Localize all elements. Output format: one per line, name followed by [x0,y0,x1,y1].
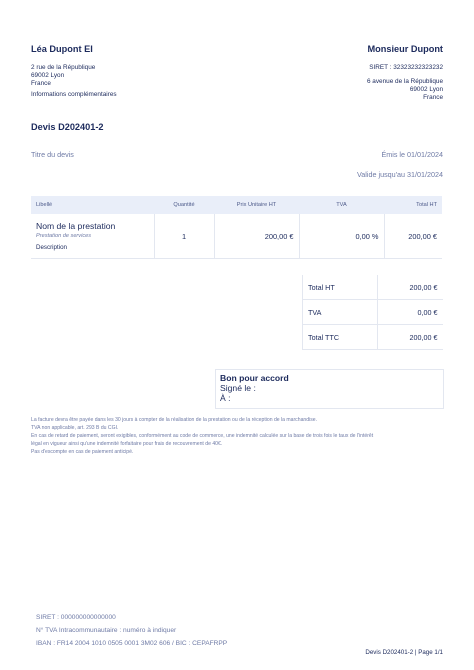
quote-valid-until: Valide jusqu'au 31/01/2024 [357,170,443,179]
row-tva: 0,00 % [299,214,384,259]
totals-table [302,275,443,350]
total-tva-label: TVA [303,300,378,325]
seller-name: Léa Dupont EI [31,44,93,54]
quote-issue-date: Émis le 01/01/2024 [381,150,443,159]
totals-row-ttc [303,325,443,350]
totals-row-tva [303,300,443,325]
items-table-header [31,196,442,214]
total-ttc-label: Total TTC [303,325,378,350]
seller-extra-info: Informations complémentaires [31,91,117,98]
client-address-line1: 6 avenue de la République [366,78,443,85]
header-prix-unitaire: Prix Unitaire HT [214,196,299,214]
row-total: 200,00 € [384,214,442,259]
items-table [31,196,442,259]
seller-country: France [31,80,51,87]
header-libelle: Libellé [31,196,154,214]
total-ht-value: 200,00 € [378,275,443,300]
seller-address-line2: 69002 Lyon [31,72,65,79]
signature-signed-on: Signé le : [220,383,256,393]
row-item-description: Description [36,244,67,251]
conditions-line-3: En cas de retard de paiement, seront exigibles, conformément au code de commerce, une indemnité calculée sur la base de trois fois le taux de l'intérêt [31,433,374,439]
signature-place: À : [220,393,231,403]
client-siret: SIRET : 32323232323232 [369,64,443,71]
footer-tva: N° TVA Intracommunautaire : numéro à indiquer [36,627,177,634]
conditions-line-5: Pas d'escompte en cas de paiement anticipé. [31,449,134,455]
client-country: France [423,94,443,101]
signature-box [215,369,444,409]
conditions-line-4: légal en vigueur ainsi qu'une indemnité forfaitaire pour frais de recouvrement de 40€. [31,441,223,447]
header-quantite: Quantité [154,196,214,214]
total-ttc-value: 200,00 € [378,325,443,350]
row-item-name: Nom de la prestation [36,221,116,231]
row-quantity: 1 [154,214,214,259]
client-name: Monsieur Dupont [367,44,443,54]
table-row [31,214,442,259]
signature-title: Bon pour accord [220,373,289,383]
row-label-cell [31,214,154,259]
row-item-subtitle: Prestation de services [36,233,92,239]
header-tva: TVA [299,196,384,214]
quote-number: Devis D202401-2 [31,122,104,132]
total-ht-label: Total HT [303,275,378,300]
total-tva-value: 0,00 € [378,300,443,325]
footer-siret: SIRET : 000000000000000 [36,614,116,621]
row-unit-price: 200,00 € [214,214,299,259]
footer-iban: IBAN : FR14 2004 1010 0505 0001 3M02 606 / BIC : CEPAFRPP [36,640,228,647]
footer-page-number: Devis D202401-2 | Page 1/1 [365,649,443,656]
conditions-line-2: TVA non applicable, art. 293 B du CGI. [31,425,119,431]
payment-conditions [31,416,443,456]
totals-row-ht [303,275,443,300]
client-address-line2: 69002 Lyon [409,86,443,93]
conditions-line-1: La facture devra être payée dans les 30 jours à compter de la réalisation de la prestation ou de la réception de la marchandise. [31,417,317,423]
seller-address-line1: 2 rue de la République [31,64,96,71]
quote-title: Titre du devis [31,150,74,159]
header-total-ht: Total HT [384,196,442,214]
